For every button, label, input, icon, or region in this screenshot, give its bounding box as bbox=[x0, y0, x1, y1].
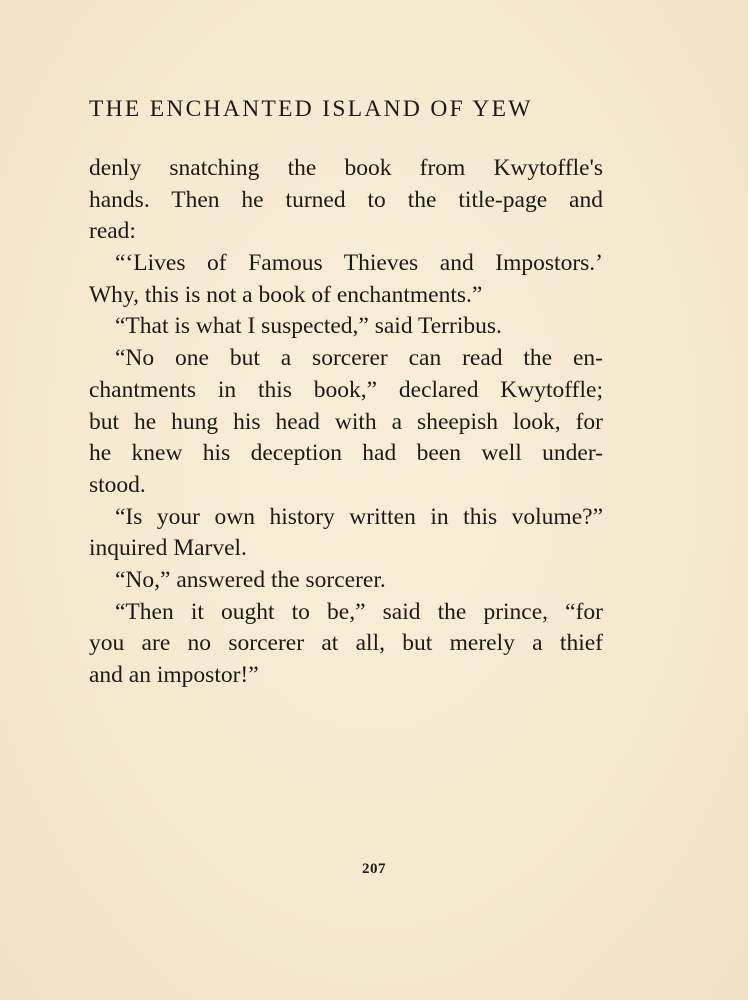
running-head: THE ENCHANTED ISLAND OF YEW bbox=[89, 96, 533, 122]
text-line: chantments in this book,” declared Kwytoffle; bbox=[89, 376, 603, 403]
text-line: “Then it ought to be,” said the prince, “for bbox=[115, 598, 603, 625]
text-line: “Is your own history written in this volume?” bbox=[115, 503, 603, 530]
body-text bbox=[89, 153, 603, 692]
text-line: denly snatching the book from Kwytoffle's bbox=[89, 155, 603, 181]
text-line: “No one but a sorcerer can read the en- bbox=[115, 345, 603, 372]
text-line: and an impostor!” bbox=[89, 662, 259, 688]
text-line: but he hung his head with a sheepish look, for bbox=[89, 408, 603, 435]
text-line: you are no sorcerer at all, but merely a thief bbox=[89, 630, 603, 657]
text-line: inquired Marvel. bbox=[89, 535, 247, 562]
text-line: stood. bbox=[89, 471, 146, 498]
text-line: “No,” answered the sorcerer. bbox=[115, 566, 386, 593]
text-line: “‘Lives of Famous Thieves and Impostors.’ bbox=[115, 250, 603, 277]
text-line: Why, this is not a book of enchantments.” bbox=[89, 281, 483, 308]
text-line: he knew his deception had been well under- bbox=[89, 440, 603, 467]
text-line: hands. Then he turned to the title-page and bbox=[89, 186, 603, 213]
text-line: “That is what I suspected,” said Terribus. bbox=[115, 313, 502, 340]
page-number: 207 bbox=[362, 861, 386, 877]
text-line: read: bbox=[89, 218, 136, 245]
